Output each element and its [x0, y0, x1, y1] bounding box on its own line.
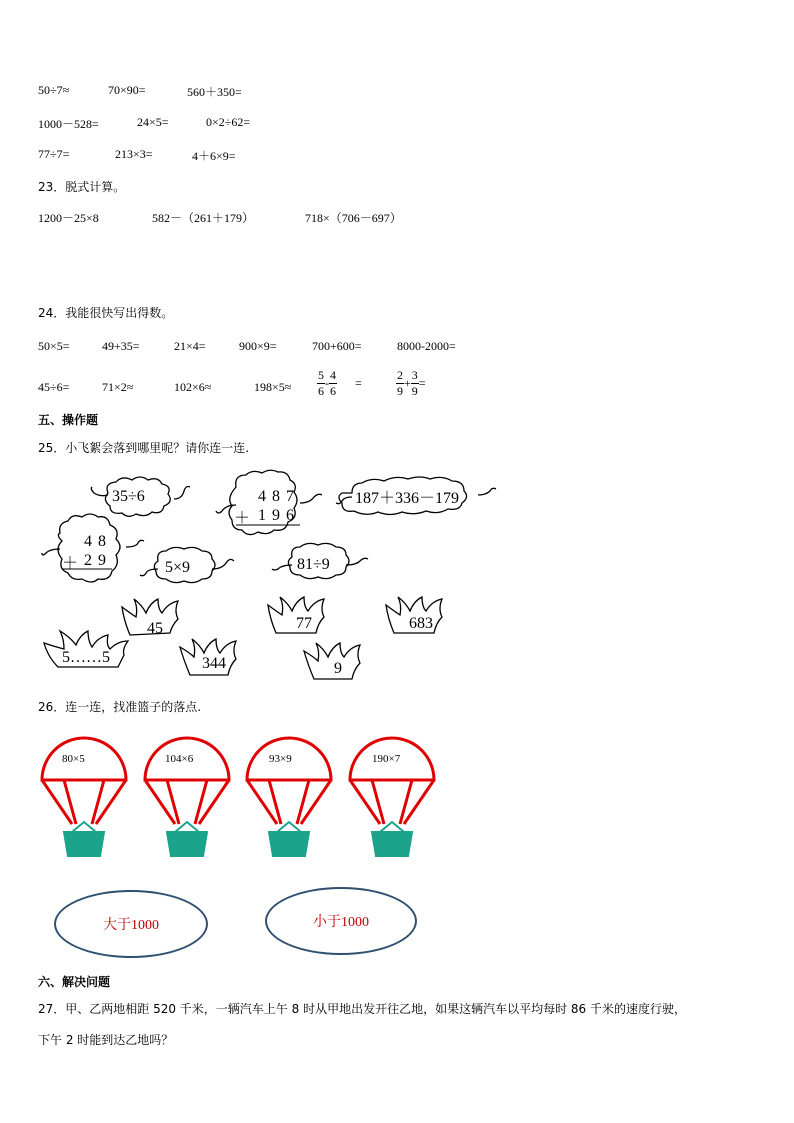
question-27-line: 27．甲、乙两地相距 520 千米，一辆汽车上午 8 时从甲地出发开往乙地，如果这辆汽车以平均每时 86 千米的速度行驶， — [38, 1002, 686, 1016]
calc-item: 24×5= — [137, 115, 169, 129]
cloud-expression: 5×9 — [165, 559, 191, 576]
numerator: 5 — [318, 368, 324, 382]
calc-item: 70×90= — [108, 83, 146, 97]
grass-label: 9 — [334, 660, 342, 677]
cloud-expression: 2 9 — [84, 552, 107, 569]
cloud-operator: ＋ — [234, 510, 251, 527]
expression: 1200－25×8 — [38, 211, 99, 225]
question-27-line: 下午 2 时能到达乙地吗？ — [38, 1033, 174, 1047]
oval-greater-than-1000 — [54, 890, 208, 958]
numerator: 4 — [330, 368, 336, 382]
parachute-label: 93×9 — [269, 753, 292, 765]
numerator: 3 — [411, 368, 418, 382]
numerator: 2 — [397, 368, 403, 382]
equals-sign: = — [355, 376, 362, 390]
basket — [167, 832, 207, 856]
parachute-diagram — [0, 730, 794, 865]
parachute-label: 104×6 — [165, 753, 194, 765]
equals-sign: = — [418, 376, 426, 390]
parachute-2 — [145, 738, 229, 824]
denominator: 6 — [330, 384, 336, 398]
oval-label: 大于1000 — [103, 918, 159, 933]
expression: 582－（261＋179） — [152, 211, 255, 225]
denominator: 9 — [397, 384, 403, 398]
section-heading: 六、解决问题 — [38, 975, 111, 989]
basket — [269, 832, 309, 856]
cloud-expression: 4 8 — [84, 533, 107, 550]
grass-label: 77 — [296, 615, 312, 632]
operator: - — [325, 376, 329, 390]
expression: 718×（706－697） — [305, 211, 402, 225]
parachute-3 — [247, 738, 331, 824]
calc-item: 4＋6×9= — [192, 149, 236, 163]
calc-item: 21×4= — [174, 339, 206, 353]
section-heading: 五、操作题 — [38, 413, 99, 427]
cloud-expression: 4 8 7 — [258, 488, 295, 505]
calc-item: 102×6≈ — [174, 380, 212, 394]
parachute-label: 80×5 — [62, 753, 85, 765]
cloud-expression: 81÷9 — [297, 556, 330, 573]
calc-item: 700+600= — [312, 339, 362, 353]
calc-item: 50÷7≈ — [38, 83, 70, 97]
grass-label: 344 — [202, 655, 226, 672]
question-25-title: 25．小飞絮会落到哪里呢？请你连一连. — [38, 441, 250, 455]
calc-item: 77÷7= — [38, 147, 70, 161]
calc-item: 50×5= — [38, 339, 70, 353]
grass-shape — [304, 643, 360, 679]
calc-item: 49+35= — [102, 339, 140, 353]
calc-item: 198×5≈ — [254, 380, 292, 394]
cloud-expression: 35÷6 — [112, 488, 145, 505]
grass-label: 45 — [147, 620, 163, 637]
basket — [372, 832, 412, 856]
calc-item: 560＋350= — [187, 85, 242, 99]
grass-label: 5……5 — [62, 649, 110, 666]
calc-item: 900×9= — [239, 339, 277, 353]
operator: + — [404, 376, 411, 390]
calc-item: 71×2≈ — [102, 380, 134, 394]
parachute-4 — [350, 738, 434, 824]
calc-item: 1000－528= — [38, 117, 99, 131]
calc-item: 213×3= — [115, 147, 153, 161]
fraction-expression — [317, 368, 362, 399]
cloud-operator: ＋ — [62, 555, 79, 572]
oval-label: 小于1000 — [313, 915, 369, 930]
denominator: 6 — [318, 384, 324, 398]
calc-item: 45÷6= — [38, 380, 70, 394]
grass-label: 683 — [409, 615, 433, 632]
question-24-title: 24．我能很快写出得数。 — [38, 306, 174, 320]
oval-less-than-1000 — [265, 887, 417, 955]
cloud-expression: 1 9 6 — [258, 507, 295, 524]
calc-item: 8000-2000= — [397, 339, 456, 353]
basket — [64, 832, 104, 856]
calc-item: 0×2÷62= — [206, 115, 251, 129]
cloud-expression: 187＋336－179 — [355, 490, 460, 507]
fraction-expression — [396, 368, 426, 399]
question-23-title: 23．脱式计算。 — [38, 180, 126, 194]
parachute-1 — [42, 738, 126, 824]
denominator: 9 — [411, 384, 418, 398]
question-26-title: 26．连一连，找准篮子的落点. — [38, 700, 202, 714]
parachute-label: 190×7 — [372, 753, 401, 765]
